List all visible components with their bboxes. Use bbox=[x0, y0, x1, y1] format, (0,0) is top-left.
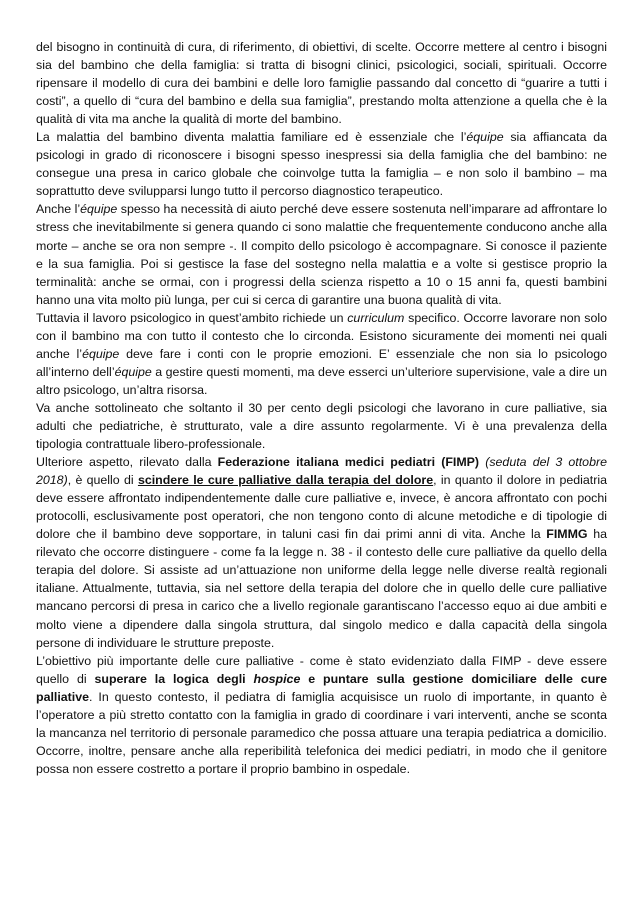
text-run: , in quanto il dolore in pediatria deve essere affrontato indipendentemente dalle cure palliative e, invece, è ancora affrontato con pochi protocolli, esclusivamente post operatori, che non tengono conto di alcune metodiche e di tipologie di dolore che il bambino deve sopportare, in taluni casi fin dai primi anni di vita. Anche la bbox=[36, 473, 608, 542]
bold-organization-name: Federazione italiana medici pediatri (FIMP) bbox=[217, 455, 480, 470]
italic-term: curriculum bbox=[347, 310, 405, 325]
text-run: Ulteriore aspetto, rilevato dalla bbox=[36, 455, 218, 470]
italic-term: équipe bbox=[114, 364, 152, 379]
paragraph-5 bbox=[36, 399, 607, 453]
document-body bbox=[36, 38, 607, 778]
text-run: specifico. Occorre lavorare non solo con il bambino ma con tutto il contesto che lo circonda. Esistono sicuramente dei momenti nei quali anche l’ bbox=[36, 310, 608, 361]
bold-underlined-key-phrase: scindere le cure palliative dalla terapia del dolore bbox=[137, 473, 434, 488]
text-run: a gestire questi momenti, ma deve esserci un’ulteriore supervisione, vale a dire un altro psicologo, un’altra risorsa. bbox=[36, 364, 607, 397]
paragraph-4 bbox=[36, 309, 607, 399]
italic-term: équipe bbox=[466, 130, 504, 145]
paragraph-3 bbox=[36, 200, 607, 308]
text-run: ha rilevato che occorre distinguere - come fa la legge n. 38 - il contesto delle cure palliative da quello della terapia del dolore. Si assiste ad un’attuazione non uniforme della legge nelle diverse realtà regionali italiane. Attualmente, tuttavia, sia nel settore della terapia del dolore che in quello delle cure palliative mancano percorsi di presa in carico che a livello regionale garantiscano l’accesso equo ai due ambiti e molto viene a dipendere dalla singola struttura, dal singolo medico e dalla capacità della singola persone di individuare le strutture preposte. bbox=[36, 527, 607, 650]
italic-session-date: (seduta del 3 ottobre 2018) bbox=[36, 455, 607, 488]
text-run: La malattia del bambino diventa malattia familiare ed è essenziale che l’ bbox=[36, 130, 467, 145]
text-run: L’obiettivo più importante delle cure palliative - come è stato evidenziato dalla FIMP - deve essere quello di bbox=[36, 653, 607, 686]
paragraph-6 bbox=[36, 453, 607, 652]
bold-italic-term: hospice bbox=[253, 671, 301, 686]
paragraph-2 bbox=[36, 128, 607, 200]
bold-key-phrase: e puntare sulla gestione domiciliare delle cure palliative bbox=[36, 671, 607, 704]
paragraph-7 bbox=[36, 652, 607, 778]
bold-acronym: FIMMG bbox=[546, 527, 588, 542]
paragraph-1 bbox=[36, 38, 607, 128]
italic-term: équipe bbox=[82, 346, 120, 361]
text-run: Anche l’ bbox=[36, 202, 81, 217]
text-run: . In questo contesto, il pediatra di famiglia acquisisce un ruolo di importante, in quanto è l’operatore a più stretto contatto con la famiglia in grado di coordinare i vari interventi, anche se sconta la mancanza nel territorio di personale paramedico che possa attuare una terapia pediatrica a domicilio. Occorre, inoltre, pensare anche alla reperibilità telefonica dei medici pediatri, in modo che il genitore possa non essere costretto a portare il proprio bambino in ospedale. bbox=[36, 689, 607, 776]
text-run: sia affiancata da psicologi in grado di riconoscere i bisogni spesso inespressi sia della famiglia che del bambino: ne consegue una presa in carico globale che coinvolge tutta la famiglia – e non solo il bambino – ma soprattutto deve svilupparsi lungo tutto il percorso diagnostico terapeutico. bbox=[36, 130, 607, 199]
bold-key-phrase: superare la logica degli bbox=[94, 671, 254, 686]
italic-term: équipe bbox=[80, 202, 118, 217]
text-run: , è quello di bbox=[67, 473, 138, 488]
text-run: Va anche sottolineato che soltanto il 30 per cento degli psicologi che lavorano in cure palliative, sia adulti che pediatriche, è strutturato, vale a dire assunto regolarmente. Vi è una prevalenza della tipologia contrattuale libero-professionale. bbox=[36, 400, 607, 452]
text-run: spesso ha necessità di aiuto perché deve essere sostenuta nell’imparare ad affrontare lo stress che inevitabilmente si genera quando ci sono malattie che frequentemente conducono anche alla morte – anche se ora non sempre -. Il compito dello psicologo è accompagnare. Si conosce il paziente e la sua famiglia. Poi si gestisce la fase del sostegno nella malattia e a volte si gestisce proprio la terminalità: anche se ormai, con i progressi della scienza rispetto a 10 o 15 anni fa, questi bambini hanno una vita molto più lunga, per cui si cerca di garantire una buona qualità di vita. bbox=[36, 202, 607, 307]
text-run: del bisogno in continuità di cura, di riferimento, di obiettivi, di scelte. Occorre mettere al centro i bisogni sia del bambino che della famiglia: si tratta di bisogni clinici, psicologici, sociali, spirituali. Occorre ripensare il modello di cura dei bambini e delle loro famiglie passando dal concetto di “guarire a tutti i costi”, a quello di “cura del bambino e della sua famiglia”, prestando molta attenzione a quella che è la qualità di vita ma anche la qualità di morte del bambino. bbox=[36, 40, 607, 127]
text-run: deve fare i conti con le proprie emozioni. E’ essenziale che non sia lo psicologo all’interno dell’ bbox=[36, 346, 608, 379]
text-run: Tuttavia il lavoro psicologico in quest’ambito richiede un bbox=[36, 310, 348, 325]
